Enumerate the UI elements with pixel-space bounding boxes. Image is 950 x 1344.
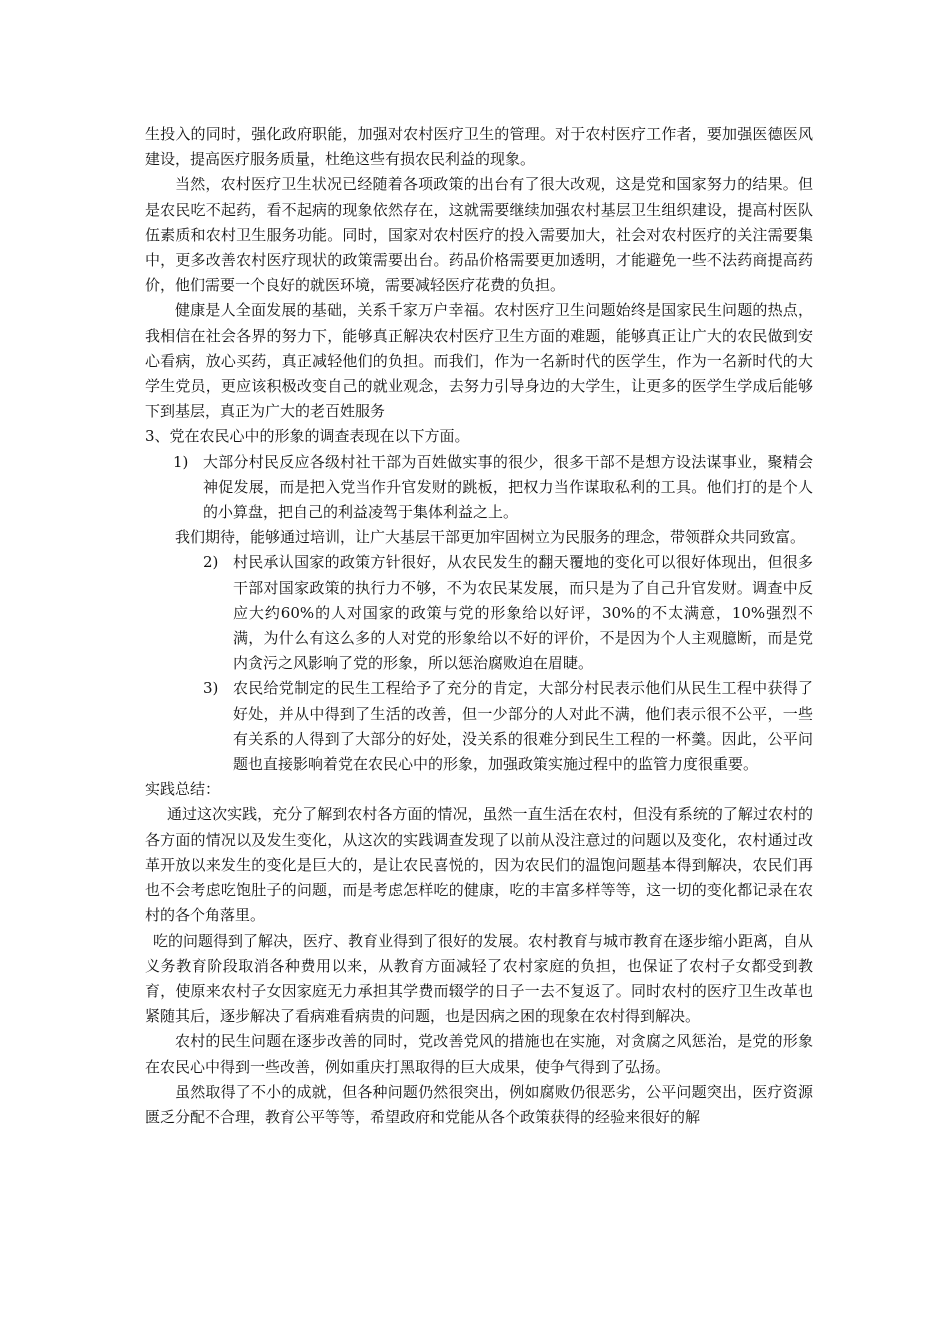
- list-number: 1): [173, 452, 189, 471]
- list-item-text: 大部分村民反应各级村社干部为百姓做实事的很少，很多干部不是想方设法谋事业，聚精会神促发展，而是把入党当作升官发财的跳板，把权力当作谋取私利的工具。他们打的是个人的小算盘，把自己的利益凌驾于集体利益之上。: [203, 452, 813, 522]
- list-item-text: 农民给党制定的民生工程给予了充分的肯定，大部分村民表示他们从民生工程中获得了好处，并从中得到了生活的改善，但一少部分的人对此不满，他们表示很不公平，一些有关系的人得到了大部分的好处，没关系的很难分到民生工程的一杯羹。因此，公平问题也直接影响着党在农民心中的形象，加强政策实施过程中的监管力度很重要。: [233, 679, 813, 774]
- paragraph-remaining-problems: 虽然取得了不小的成就，但各种问题仍然很突出，例如腐败仍很恶劣，公平问题突出，医疗资源匮乏分配不合理，教育公平等等，希望政府和党能从各个政策获得的经验来很好的解: [145, 1082, 813, 1126]
- paragraph-policy-improvement: 当然，农村医疗卫生状况已经随着各项政策的出台有了很大改观，这是党和国家努力的结果。但是农民吃不起药，看不起病的现象依然存在，这就需要继续加强农村基层卫生组织建设，提高村医队伍素质和农村卫生服务功能。同时，国家对农村医疗的投入需要加大，社会对农村医疗的关注需要集中，更多改善农村医疗现状的政策需要出台。药品价格需要更加透明，才能避免一些不法药商提高药价，他们需要一个良好的就医环境，需要减轻医疗花费的负担。: [145, 175, 813, 295]
- summary-heading: 实践总结：: [145, 780, 221, 799]
- paragraph-health-foundation: 健康是人全面发展的基础，关系千家万户幸福。农村医疗卫生问题始终是国家民生问题的热点，我相信在社会各界的努力下，能够真正解决农村医疗卫生方面的难题，能够真正让广大的农民做到安心看病，放心买药，真正减轻他们的负担。而我们，作为一名新时代的医学生，作为一名新时代的大学生党员，更应该积极改变自己的就业观念，去努力引导身边的大学生，让更多的医学生学成后能够下到基层，真正为广大的老百姓服务: [145, 301, 813, 421]
- section-heading-3: 3、党在农民心中的形象的调查表现在以下方面。: [145, 427, 470, 446]
- list-item-3: [145, 676, 813, 777]
- paragraph-continuation: 生投入的同时，强化政府职能，加强对农村医疗卫生的管理。对于农村医疗工作者，要加强医德医风建设，提高医疗服务质量，杜绝这些有损农民利益的现象。: [145, 125, 813, 169]
- paragraph-party-style: 农村的民生问题在逐步改善的同时，党改善党风的措施也在实施，对贪腐之风惩治，是党的形象在农民心中得到一些改善，例如重庆打黑取得的巨大成果，使争气得到了弘扬。: [145, 1032, 813, 1076]
- paragraph-summary-changes: 通过这次实践，充分了解到农村各方面的情况，虽然一直生活在农村，但没有系统的了解过农村的各方面的情况以及发生变化，从这次的实践调查发现了以前从没注意过的问题以及变化，农村通过改革开放以来发生的变化是巨大的，是让农民喜悦的，因为农民们的温饱问题基本得到解决，农民们再也不会考虑吃饱肚子的问题，而是考虑怎样吃的健康，吃的丰富多样等等，这一切的变化都记录在农村的各个角落里。: [145, 805, 813, 925]
- list-number: 2): [203, 553, 219, 572]
- list-item-text: 村民承认国家的政策方针很好，从农民发生的翻天覆地的变化可以很好体现出，但很多干部对国家政策的执行力不够，不为农民某发展，而只是为了自己升官发财。调查中反应大约60%的人对国家的政策与党的形象给以好评，30%的不太满意，10%强烈不满，为什么有这么多的人对党的形象给以不好的评价，不是因为个人主观臆断，而是党内贪污之风影响了党的形象，所以惩治腐败迫在眉睫。: [233, 553, 813, 673]
- paragraph-education-medical: 吃的问题得到了解决，医疗、教育业得到了很好的发展。农村教育与城市教育在逐步缩小距离，自从义务教育阶段取消各种费用以来，从教育方面减轻了农村家庭的负担，也保证了农村子女都受到教育，使原来农村子女因家庭无力承担其学费而辍学的日子一去不复返了。同时农村的医疗卫生改革也紧随其后，逐步解决了看病难看病贵的问题，也是因病之困的现象在农村得到解决。: [145, 931, 814, 1026]
- list-number: 3): [203, 679, 219, 698]
- list-item-2: [145, 550, 813, 676]
- list-item-1: [145, 450, 813, 526]
- paragraph-expectation: 我们期待，能够通过培训，让广大基层干部更加牢固树立为民服务的理念，带领群众共同致富。: [175, 528, 806, 547]
- document-page: [145, 122, 813, 1130]
